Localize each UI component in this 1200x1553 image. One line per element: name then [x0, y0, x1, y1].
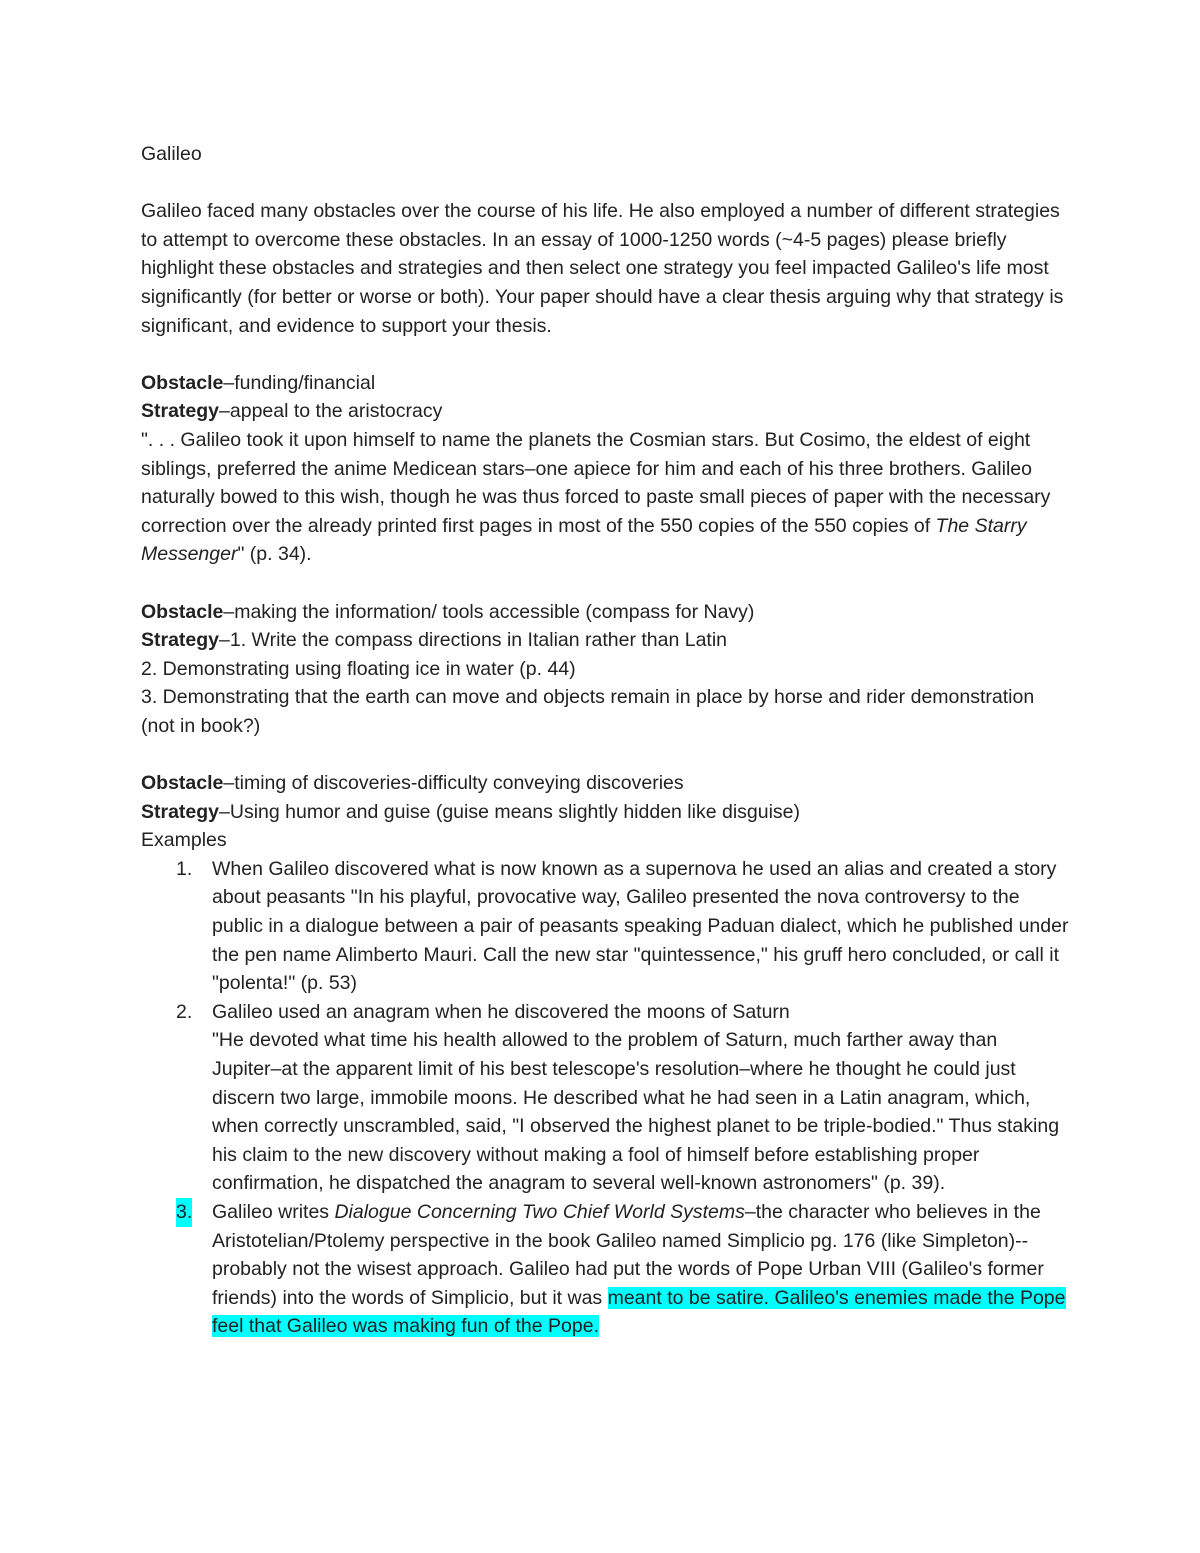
section-accessibility: [141, 598, 1071, 741]
strategy-label: Strategy: [141, 400, 220, 423]
spacer: [141, 740, 1071, 769]
book-title: The Starry Messenger: [141, 514, 1027, 566]
quote-citation: " (p. 34).: [237, 543, 312, 566]
strategy-label: Strategy: [141, 629, 220, 652]
document-page: [141, 140, 1071, 1341]
strategy-text: –1. Write the compass directions in Italian rather than Latin: [219, 629, 728, 652]
strategy-line: [141, 626, 1071, 655]
list-item: [141, 998, 1071, 1198]
list-number: 2.: [176, 1000, 193, 1023]
quote: [141, 426, 1071, 569]
strategy-line: [141, 798, 1071, 827]
list-item: [141, 855, 1071, 998]
obstacle-line: [141, 598, 1071, 627]
spacer: [141, 569, 1071, 598]
obstacle-label: Obstacle: [141, 600, 224, 623]
obstacle-text: –making the information/ tools accessible (compass for Navy): [223, 600, 755, 623]
list-item-quote: "He devoted what time his health allowed to the problem of Saturn, much farther away than Jupiter–at the apparent limit of his best telescope's resolution–where he thought he could just discern two large, immobile moons. He described what he had seen in a Latin anagram, which, when correctly unscrambled, said, "I observed the highest planet to be triple-bodied." Thus staking his claim to the new discovery without making a fool of himself before establishing proper confirmation, he dispatched the anagram to several well-known astronomers" (p. 39).: [212, 1029, 1060, 1195]
spacer: [141, 169, 1071, 198]
list-item-text: When Galileo discovered what is now known as a supernova he used an alias and created a story about peasants "In his playful, provocative way, Galileo presented the nova controversy to the public in a dialogue between a pair of peasants speaking Paduan dialect, which he published under the pen name Alimberto Mauri. Call the new star "quintessence," his gruff hero concluded, or call it "polenta!" (p. 53): [212, 857, 1069, 995]
list-item-text: Galileo writes: [212, 1200, 335, 1223]
list-number: 1.: [176, 857, 193, 880]
section-funding: [141, 369, 1071, 569]
quote-text: ". . . Galileo took it upon himself to name the planets the Cosmian stars. But Cosimo, the eldest of eight siblings, preferred the anime Medicean stars–one apiece for him and each of his three brothers. Galileo naturally bowed to this wish, though he was thus forced to paste small pieces of paper with the necessary correction over the already printed first pages in most of the 550 copies of the 550 copies of: [141, 428, 1051, 537]
examples-list: [141, 855, 1071, 1341]
spacer: [141, 340, 1071, 369]
obstacle-line: [141, 769, 1071, 798]
section-timing: [141, 769, 1071, 1341]
obstacle-text: –timing of discoveries-difficulty conveying discoveries: [223, 772, 684, 795]
examples-label: Examples: [141, 829, 227, 852]
strategy-label: Strategy: [141, 800, 220, 823]
strategy-item: 2. Demonstrating using floating ice in water (p. 44): [141, 657, 576, 680]
obstacle-label: Obstacle: [141, 371, 224, 394]
document-title: Galileo: [141, 143, 202, 165]
list-item-text: –the character who believes in the Aristotelian/Ptolemy perspective in the book Galileo named Simplicio pg. 176 (like Simpleton)--probably not the wisest approach. Galileo had put the words of Pope Urban VIII (Galileo's former friends) into the words of Simplicio, but it was: [212, 1200, 1044, 1309]
obstacle-line: [141, 369, 1071, 398]
strategy-text: –Using humor and guise (guise means slightly hidden like disguise): [219, 800, 801, 823]
strategy-text: –appeal to the aristocracy: [219, 400, 443, 423]
list-item: [141, 1198, 1071, 1341]
strategy-item: 3. Demonstrating that the earth can move and objects remain in place by horse and rider demonstration (not in book?): [141, 686, 1035, 737]
list-number: 3.: [176, 1198, 192, 1227]
assignment-prompt: Galileo faced many obstacles over the course of his life. He also employed a number of different strategies to attempt to overcome these obstacles. In an essay of 1000-1250 words (~4-5 pages) please briefly highlight these obstacles and strategies and then select one strategy you feel impacted Galileo's life most significantly (for better or worse or both). Your paper should have a clear thesis arguing why that strategy is significant, and evidence to support your thesis.: [141, 200, 1064, 337]
list-item-text: Galileo used an anagram when he discovered the moons of Saturn: [212, 1000, 790, 1023]
obstacle-label: Obstacle: [141, 772, 224, 795]
highlighted-text: meant to be satire. Galileo's enemies made the Pope feel that Galileo was making fun of the Pope.: [212, 1286, 1066, 1338]
obstacle-text: –funding/financial: [223, 371, 376, 394]
book-title: Dialogue Concerning Two Chief World Systems: [334, 1200, 745, 1223]
strategy-line: [141, 397, 1071, 426]
